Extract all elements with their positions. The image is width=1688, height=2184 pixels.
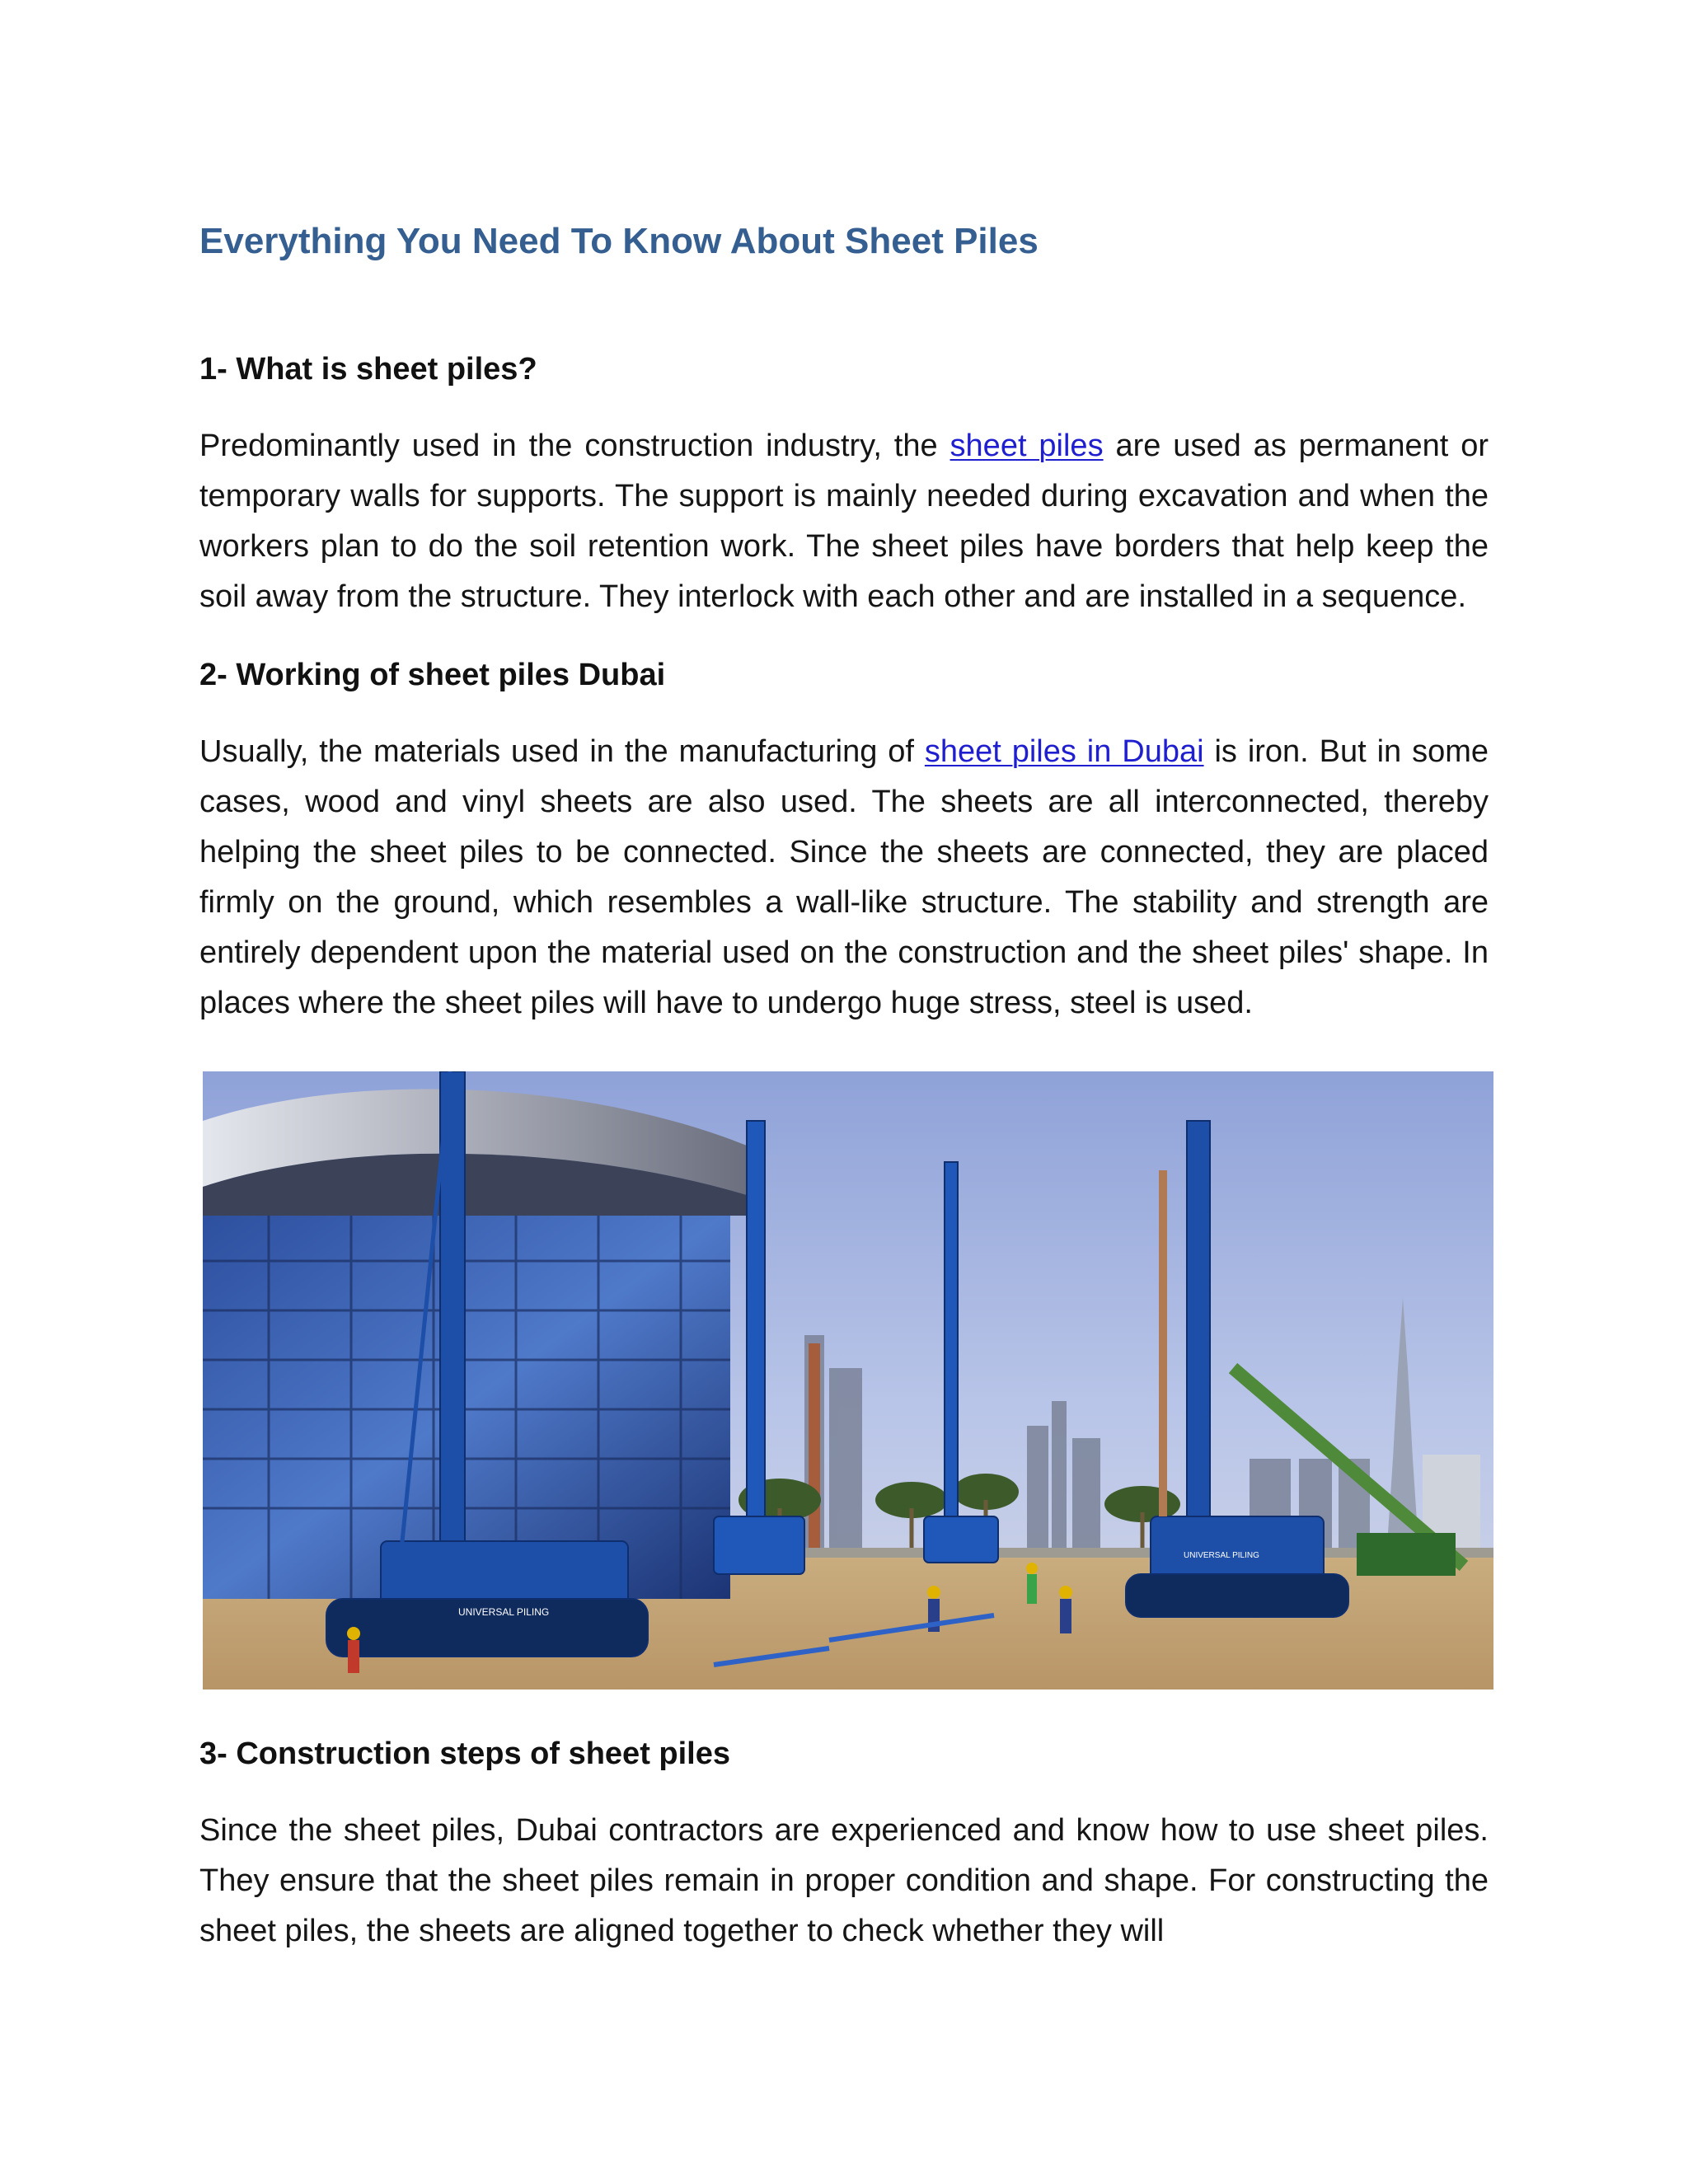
sheet-piles-in-dubai-link[interactable]: sheet piles in Dubai — [924, 734, 1204, 769]
document-title: Everything You Need To Know About Sheet Piles — [199, 221, 1039, 261]
paragraph-text: Predominantly used in the construction industry, the — [199, 429, 950, 463]
section-paragraph-2 — [199, 727, 1489, 1029]
section-paragraph-1 — [199, 421, 1489, 622]
section-paragraph-3: Since the sheet piles, Dubai contractors are experienced and know how to use sheet piles. They ensure that the sheet piles remain in proper condition and shape. For constructing the sheet piles, the sheets are aligned together to check whether they will — [199, 1813, 1489, 1948]
rig-label-right: UNIVERSAL PILING — [1184, 1551, 1259, 1560]
sheet-piles-link[interactable]: sheet piles — [950, 429, 1104, 463]
paragraph-text: is iron. But in some cases, wood and vinyl sheets are also used. The sheets are all interconnected, thereby helping the sheet piles to be connected. Since the sheets are connected, they are placed firmly on the ground, which resembles a wall-like structure. The stability and strength are entirely dependent upon the material used on the construction and the sheet piles' shape. In places where the sheet piles will have to undergo huge stress, steel is used. — [199, 734, 1489, 1020]
paragraph-text: are used as permanent or temporary walls for supports. The support is mainly needed during excavation and when the workers plan to do the soil retention work. The sheet piles have borders that help keep the soil away from the structure. They interlock with each other and are installed in a sequence. — [199, 429, 1489, 614]
document-content — [199, 213, 1489, 1957]
rig-label-left: UNIVERSAL PILING — [458, 1606, 550, 1618]
section-heading-3: 3- Construction steps of sheet piles — [199, 1736, 730, 1771]
paragraph-text: Usually, the materials used in the manufacturing of — [199, 734, 925, 769]
section-heading-2: 2- Working of sheet piles Dubai — [199, 658, 666, 692]
construction-site-photo — [203, 1071, 1493, 1690]
section-heading-1: 1- What is sheet piles? — [199, 352, 537, 387]
